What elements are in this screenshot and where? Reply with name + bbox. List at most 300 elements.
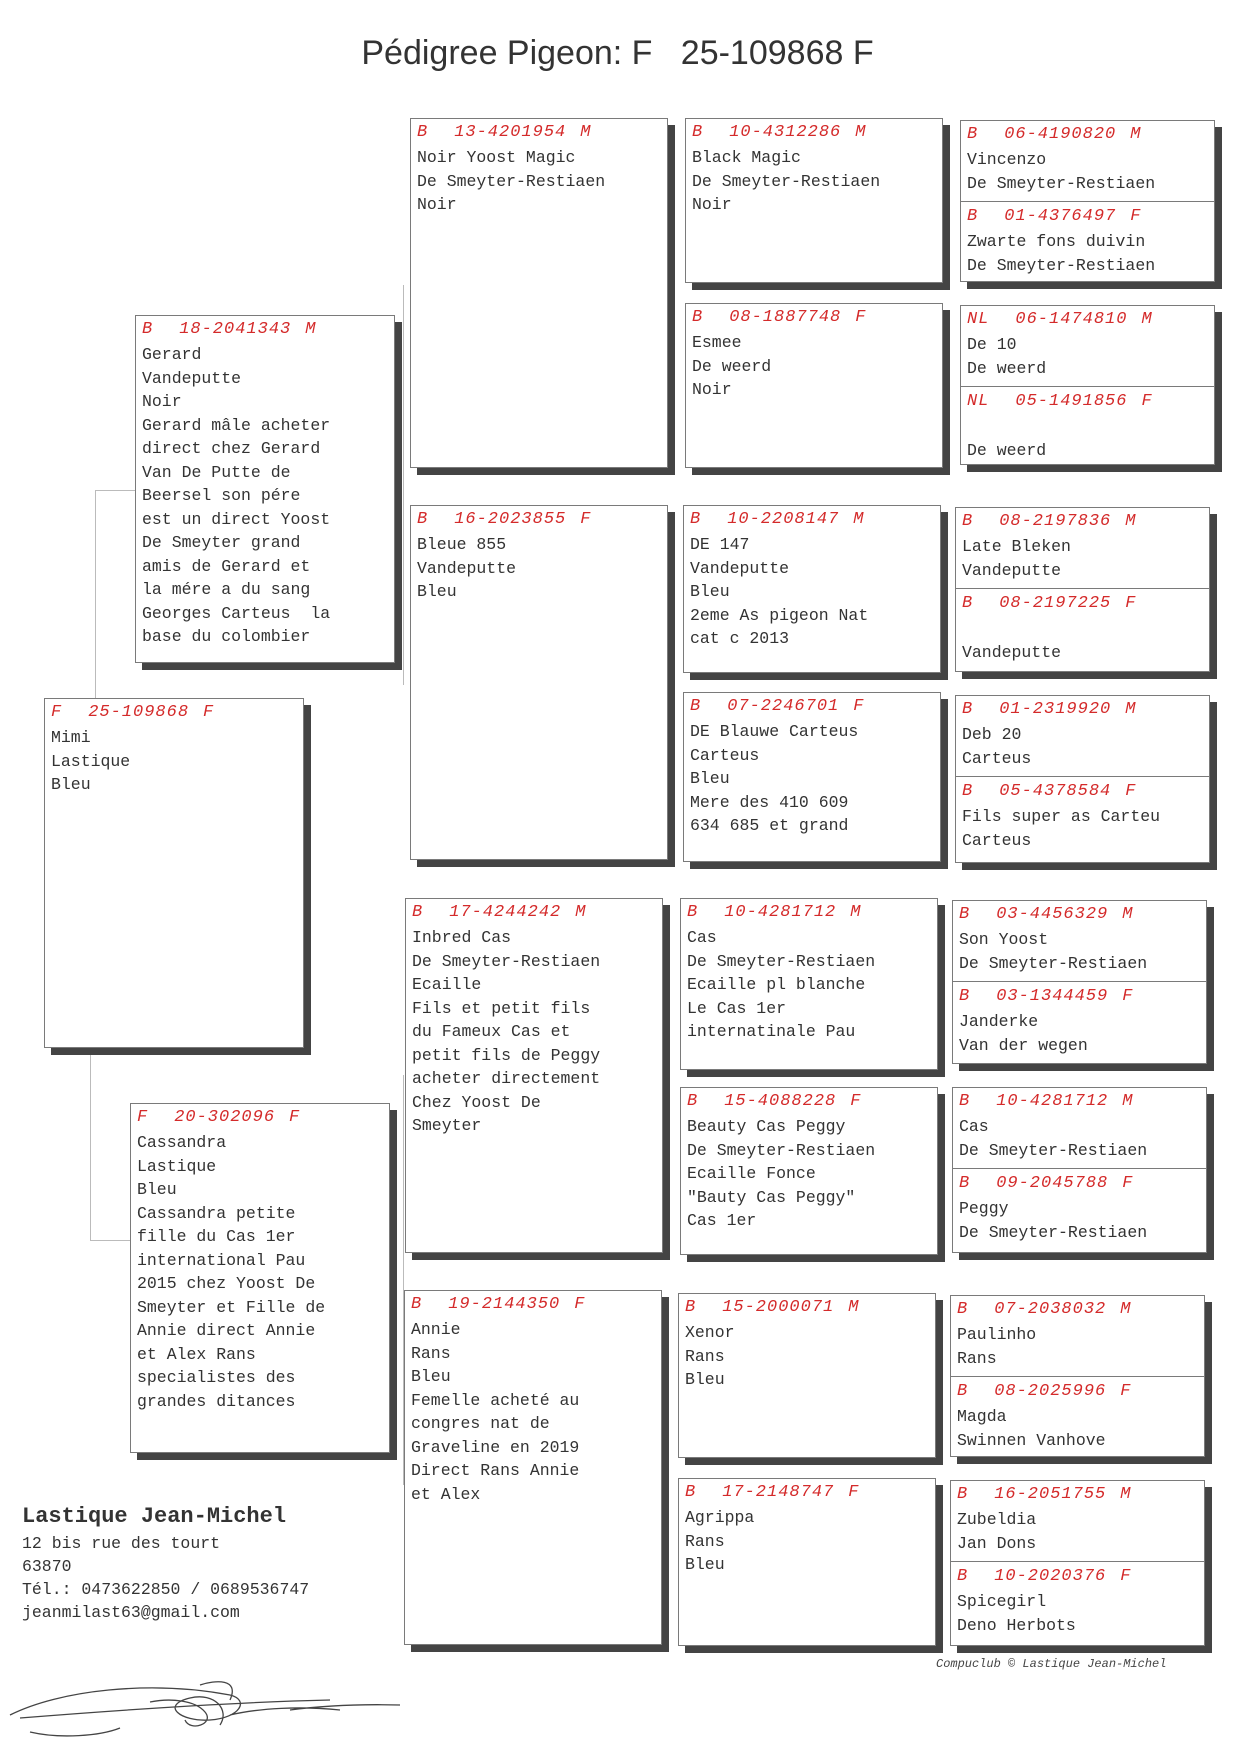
card-line: Spicegirl	[957, 1592, 1047, 1611]
card-line: Annie direct Annie	[137, 1321, 316, 1340]
card-line: Bleu	[690, 769, 730, 788]
card-line: De Smeyter-Restiaen	[967, 255, 1156, 275]
ring-number: 01-2319920	[999, 700, 1112, 719]
sex-code: F	[1122, 987, 1134, 1006]
card-line: Van De Putte de	[142, 462, 291, 482]
card-line: Noir	[692, 380, 732, 399]
pedigree-card-great-grandparent	[678, 1478, 936, 1646]
card-line: Vandeputte	[962, 642, 1062, 662]
card-line: Swinnen Vanhove	[957, 1430, 1106, 1450]
pedigree-card-subject	[44, 698, 304, 1048]
pedigree-card-great-great-grandparents	[950, 1480, 1205, 1646]
card-line: petit fils de Peggy	[412, 1045, 601, 1065]
sex-code: M	[1125, 512, 1137, 531]
ring-number: 13-4201954	[454, 123, 567, 142]
card-line: Jan Dons	[957, 1533, 1037, 1553]
country-code: B	[412, 903, 424, 922]
card-line: amis de Gerard et	[142, 556, 311, 576]
card-line: Magda	[957, 1407, 1007, 1426]
card-line: De Smeyter-Restiaen	[692, 171, 881, 191]
card-body	[956, 614, 1061, 664]
card-line: Agrippa	[685, 1508, 755, 1527]
sex-code: F	[1125, 594, 1137, 613]
breeder-postal: 63870	[22, 1557, 72, 1576]
card-body	[953, 1007, 1088, 1057]
sex-code: F	[1120, 1382, 1132, 1401]
card-line: Femelle acheté au	[411, 1390, 580, 1410]
pedigree-card-great-grandparent	[685, 118, 943, 283]
card-body	[45, 723, 303, 797]
card-line: De 10	[967, 335, 1017, 354]
card-line: base du colombier	[142, 627, 311, 646]
pedigree-card-great-great-grandparents	[950, 1295, 1205, 1457]
card-line: Cassandra petite	[137, 1203, 296, 1223]
card-line: Smeyter et Fille de	[137, 1297, 326, 1317]
card-body	[953, 925, 1206, 975]
connector-line	[403, 285, 404, 685]
pedigree-card-great-grandparent	[683, 505, 941, 673]
country-code: B	[957, 1300, 969, 1319]
pedigree-card-great-great-grandparents	[952, 1087, 1207, 1253]
ring-number: 05-4378584	[999, 782, 1112, 801]
pedigree-card-grandparent	[410, 118, 668, 468]
card-header	[684, 506, 940, 530]
card-line: De weerd	[967, 440, 1047, 460]
card-line: De weerd	[967, 358, 1047, 378]
country-code: B	[959, 1092, 971, 1111]
country-code: B	[962, 512, 974, 531]
card-line: Van der wegen	[959, 1035, 1088, 1055]
ring-number: 18-2041343	[179, 320, 292, 339]
card-line: fille du Cas 1er	[137, 1227, 296, 1246]
pedigree-card-grandparent	[410, 505, 668, 860]
ring-number: 10-4281712	[724, 903, 837, 922]
card-body	[681, 923, 937, 1044]
card-line: De Smeyter-Restiaen	[417, 171, 606, 191]
sex-code: F	[1130, 207, 1142, 226]
pair-divider	[953, 1168, 1206, 1169]
pedigree-card-great-grandparent	[685, 303, 943, 468]
card-body	[131, 1128, 389, 1413]
sex-code: F	[850, 1092, 862, 1111]
signature-image	[0, 1640, 560, 1740]
sex-code: M	[575, 903, 587, 922]
card-line: Deb 20	[962, 725, 1022, 744]
card-header	[679, 1294, 935, 1318]
card-body	[961, 145, 1214, 195]
card-line: De Smeyter-Restiaen	[412, 951, 601, 971]
ring-number: 08-2197836	[999, 512, 1112, 531]
sex-code: M	[853, 510, 865, 529]
card-line: Bleu	[685, 1555, 725, 1574]
pair-divider	[953, 981, 1206, 982]
ring-number: 10-4281712	[996, 1092, 1109, 1111]
card-body	[679, 1503, 935, 1577]
card-line	[967, 415, 1046, 439]
page-title: Pédigree Pigeon: F 25-109868 F	[361, 34, 874, 72]
country-code: B	[417, 510, 429, 529]
card-header	[681, 1088, 937, 1112]
card-header	[953, 901, 1206, 925]
card-line: Son Yoost	[959, 930, 1049, 949]
card-line: Ecaille Fonce	[687, 1164, 816, 1183]
ring-number: 03-1344459	[996, 987, 1109, 1006]
card-header	[406, 899, 662, 923]
card-header	[961, 203, 1141, 227]
card-header	[961, 306, 1214, 330]
pedigree-card-great-grandparent	[678, 1293, 936, 1458]
card-line: Gerard mâle acheter	[142, 415, 331, 435]
card-line: De Smeyter-Restiaen	[687, 951, 876, 971]
card-body	[956, 802, 1160, 852]
card-line: 2eme As pigeon Nat	[690, 605, 869, 625]
breeder-info	[22, 1502, 309, 1624]
card-line: Smeyter	[412, 1116, 482, 1135]
sex-code: M	[1122, 1092, 1134, 1111]
card-header	[411, 506, 667, 530]
country-code: B	[690, 697, 702, 716]
sex-code: M	[1130, 125, 1142, 144]
card-body	[951, 1320, 1204, 1370]
card-line: Carteus	[690, 745, 760, 765]
card-line: De Smeyter-Restiaen	[687, 1140, 876, 1160]
card-body	[953, 1112, 1206, 1162]
card-line: Beauty Cas Peggy	[687, 1117, 846, 1136]
country-code: B	[411, 1295, 423, 1314]
card-line: Cas	[959, 1117, 989, 1136]
card-line: Rans	[957, 1348, 997, 1368]
country-code: B	[687, 903, 699, 922]
card-header	[953, 1088, 1206, 1112]
card-line: Graveline en 2019	[411, 1437, 580, 1457]
card-body	[961, 412, 1046, 462]
pedigree-card-mother	[130, 1103, 390, 1453]
card-line: la mére a du sang	[142, 580, 311, 599]
ring-number: 10-2020376	[994, 1567, 1107, 1586]
card-body	[684, 530, 940, 651]
sex-code: M	[1141, 310, 1153, 329]
ring-number: 07-2038032	[994, 1300, 1107, 1319]
ring-number: 17-2148747	[722, 1483, 835, 1502]
card-line: Lastique	[137, 1156, 217, 1176]
card-body	[686, 143, 942, 217]
sex-code: F	[855, 308, 867, 327]
card-line: Esmee	[692, 333, 742, 352]
card-header	[951, 1563, 1131, 1587]
card-header	[961, 388, 1153, 412]
country-code: B	[962, 594, 974, 613]
card-line: DE 147	[690, 535, 750, 554]
card-line: De Smeyter-Restiaen	[959, 953, 1148, 973]
card-body	[405, 1315, 661, 1506]
ring-number: 06-1474810	[1015, 310, 1128, 329]
card-header	[411, 119, 667, 143]
ring-number: 07-2246701	[727, 697, 840, 716]
card-line: Vandeputte	[142, 368, 242, 388]
breeder-name: Lastique Jean-Michel	[22, 1504, 287, 1529]
ring-number: 03-4456329	[996, 905, 1109, 924]
sex-code: M	[848, 1298, 860, 1317]
country-code: NL	[967, 310, 990, 329]
card-line: Noir	[142, 392, 182, 411]
ring-number: 15-2000071	[722, 1298, 835, 1317]
card-body	[686, 328, 942, 402]
card-line: cat c 2013	[690, 629, 790, 648]
card-line: direct chez Gerard	[142, 439, 321, 458]
country-code: B	[957, 1382, 969, 1401]
sex-code: F	[203, 703, 215, 722]
card-line: Bleu	[137, 1180, 177, 1199]
card-line: Cas 1er	[687, 1211, 757, 1230]
country-code: B	[967, 125, 979, 144]
pedigree-card-great-great-grandparents	[952, 900, 1207, 1064]
country-code: B	[962, 700, 974, 719]
card-line: Noir	[692, 195, 732, 214]
ring-number: 01-4376497	[1004, 207, 1117, 226]
card-line: Cas	[687, 928, 717, 947]
ring-number: 15-4088228	[724, 1092, 837, 1111]
card-body	[961, 330, 1214, 380]
country-code: B	[685, 1483, 697, 1502]
sex-code: M	[305, 320, 317, 339]
footer-credit: Compuclub © Lastique Jean-Michel	[936, 1657, 1167, 1671]
card-line: grandes ditances	[137, 1391, 296, 1411]
card-header	[136, 316, 394, 340]
sex-code: F	[580, 510, 592, 529]
card-line: Black Magic	[692, 148, 801, 167]
country-code: B	[687, 1092, 699, 1111]
card-line: Rans	[411, 1343, 451, 1363]
ring-number: 10-2208147	[727, 510, 840, 529]
card-body	[406, 923, 662, 1138]
card-line: et Alex Rans	[137, 1344, 256, 1364]
card-line: Inbred Cas	[412, 928, 512, 947]
card-line: Beersel son pére	[142, 486, 301, 505]
card-line: Noir Yoost Magic	[417, 148, 576, 167]
pedigree-card-great-great-grandparents	[960, 120, 1215, 282]
breeder-phone: Tél.: 0473622850 / 0689536747	[22, 1580, 310, 1599]
card-line: Bleu	[685, 1370, 725, 1389]
card-line: Vincenzo	[967, 150, 1047, 169]
ring-number: 09-2045788	[996, 1174, 1109, 1193]
pedigree-card-great-great-grandparents	[955, 695, 1210, 863]
ring-number: 08-2025996	[994, 1382, 1107, 1401]
card-header	[961, 121, 1214, 145]
pedigree-card-great-grandparent	[680, 898, 938, 1070]
card-header	[686, 304, 942, 328]
card-line: Fils super as Carteu	[962, 807, 1161, 826]
card-header	[951, 1378, 1131, 1402]
card-header	[956, 508, 1209, 532]
card-body	[411, 530, 667, 604]
card-body	[684, 717, 940, 838]
card-header	[681, 899, 937, 923]
pedigree-card-great-great-grandparents	[960, 305, 1215, 465]
connector-line	[95, 490, 135, 491]
card-body	[951, 1402, 1106, 1452]
card-header	[405, 1291, 661, 1315]
card-body	[951, 1505, 1204, 1555]
card-line: Cassandra	[137, 1133, 227, 1152]
country-code: B	[685, 1298, 697, 1317]
card-body	[679, 1318, 935, 1392]
card-line: Annie	[411, 1320, 461, 1339]
country-code: B	[962, 782, 974, 801]
card-line: Paulinho	[957, 1325, 1037, 1344]
card-line: Vandeputte	[690, 558, 790, 578]
card-line: Xenor	[685, 1323, 735, 1342]
sex-code: F	[1122, 1174, 1134, 1193]
country-code: B	[692, 123, 704, 142]
country-code: NL	[967, 392, 990, 411]
card-header	[45, 699, 303, 723]
country-code: B	[142, 320, 154, 339]
sex-code: F	[848, 1483, 860, 1502]
country-code: B	[957, 1485, 969, 1504]
card-header	[131, 1104, 389, 1128]
country-code: B	[957, 1567, 969, 1586]
card-header	[956, 696, 1209, 720]
sex-code: M	[580, 123, 592, 142]
card-line	[962, 617, 1061, 641]
ring-number: 25-109868	[88, 703, 190, 722]
ring-number: 08-1887748	[729, 308, 842, 327]
ring-number: 06-4190820	[1004, 125, 1117, 144]
card-header	[953, 1170, 1133, 1194]
country-code: F	[51, 703, 63, 722]
card-line: est un direct Yoost	[142, 509, 331, 529]
sex-code: F	[574, 1295, 586, 1314]
sex-code: M	[1125, 700, 1137, 719]
card-line: Bleu	[690, 582, 730, 601]
card-header	[951, 1481, 1204, 1505]
pair-divider	[951, 1376, 1204, 1377]
card-line: Chez Yoost De	[412, 1092, 541, 1112]
card-line: Bleue 855	[417, 535, 507, 554]
card-body	[953, 1194, 1147, 1244]
sex-code: M	[855, 123, 867, 142]
card-line: Mere des 410 609	[690, 792, 849, 812]
country-code: B	[692, 308, 704, 327]
card-header	[686, 119, 942, 143]
sex-code: M	[1122, 905, 1134, 924]
card-body	[961, 227, 1155, 277]
card-line: Carteus	[962, 748, 1032, 768]
card-line: DE Blauwe Carteus	[690, 722, 859, 741]
card-line: international Pau	[137, 1250, 306, 1270]
card-line: Rans	[685, 1531, 725, 1551]
card-body	[681, 1112, 937, 1233]
card-header	[679, 1479, 935, 1503]
ring-number: 16-2051755	[994, 1485, 1107, 1504]
card-line: Bleu	[51, 775, 91, 794]
pair-divider	[956, 588, 1209, 589]
connector-line	[95, 490, 96, 698]
card-header	[953, 983, 1133, 1007]
card-line: acheter directement	[412, 1069, 601, 1088]
card-body	[956, 532, 1209, 582]
card-line: Ecaille	[412, 975, 482, 994]
country-code: B	[967, 207, 979, 226]
ring-number: 19-2144350	[448, 1295, 561, 1314]
card-line: De Smeyter-Restiaen	[959, 1140, 1148, 1160]
card-line: 634 685 et grand	[690, 816, 849, 835]
card-line: Fils et petit fils	[412, 998, 591, 1018]
card-line: du Fameux Cas et	[412, 1022, 571, 1041]
sex-code: F	[1125, 782, 1137, 801]
card-line: Mimi	[51, 728, 91, 747]
ring-number: 10-4312286	[729, 123, 842, 142]
card-line: Late Bleken	[962, 537, 1071, 556]
pair-divider	[961, 386, 1214, 387]
pedigree-card-grandparent	[404, 1290, 662, 1645]
pedigree-card-grandparent	[405, 898, 663, 1253]
card-line: Zubeldia	[957, 1510, 1037, 1529]
card-line: Janderke	[959, 1012, 1039, 1031]
card-line: Bleu	[411, 1367, 451, 1386]
country-code: B	[959, 905, 971, 924]
pedigree-card-great-great-grandparents	[955, 507, 1210, 672]
card-line: De weerd	[692, 356, 772, 376]
card-line: Vandeputte	[962, 560, 1062, 580]
card-line: Peggy	[959, 1199, 1009, 1218]
sex-code: M	[1120, 1485, 1132, 1504]
card-header	[684, 693, 940, 717]
card-line: Lastique	[51, 751, 131, 771]
card-line: De Smeyter-Restiaen	[967, 173, 1156, 193]
card-line: De Smeyter grand	[142, 533, 301, 552]
ring-number: 16-2023855	[454, 510, 567, 529]
card-line: "Bauty Cas Peggy"	[687, 1187, 856, 1207]
pedigree-card-father	[135, 315, 395, 663]
card-line: Direct Rans Annie	[411, 1461, 580, 1480]
card-body	[136, 340, 394, 649]
sex-code: F	[289, 1108, 301, 1127]
ring-number: 08-2197225	[999, 594, 1112, 613]
country-code: F	[137, 1108, 149, 1127]
card-line: 2015 chez Yoost De	[137, 1274, 316, 1293]
pedigree-card-great-grandparent	[680, 1087, 938, 1255]
pair-divider	[961, 201, 1214, 202]
country-code: B	[959, 987, 971, 1006]
card-line: Carteus	[962, 830, 1032, 850]
breeder-street: 12 bis rue des tourt	[22, 1534, 221, 1553]
sex-code: M	[850, 903, 862, 922]
connector-line	[90, 1040, 91, 1240]
card-line: Zwarte fons duivin	[967, 232, 1146, 251]
card-line: Noir	[417, 195, 457, 214]
country-code: B	[417, 123, 429, 142]
connector-line	[90, 1240, 130, 1241]
card-line: Vandeputte	[417, 558, 517, 578]
sex-code: F	[1120, 1567, 1132, 1586]
pair-divider	[951, 1561, 1204, 1562]
pedigree-card-great-grandparent	[683, 692, 941, 862]
card-line: Bleu	[417, 582, 457, 601]
card-line: De Smeyter-Restiaen	[959, 1222, 1148, 1242]
breeder-email: jeanmilast63@gmail.com	[22, 1603, 240, 1622]
card-line: Georges Carteus la	[142, 603, 331, 623]
card-line: Rans	[685, 1346, 725, 1366]
card-line: Deno Herbots	[957, 1615, 1076, 1635]
card-header	[956, 590, 1136, 614]
card-line: Le Cas 1er	[687, 998, 787, 1018]
card-header	[951, 1296, 1204, 1320]
card-header	[956, 778, 1136, 802]
card-line: et Alex	[411, 1484, 481, 1504]
card-line: specialistes des	[137, 1368, 296, 1387]
card-line: Ecaille pl blanche	[687, 975, 866, 994]
